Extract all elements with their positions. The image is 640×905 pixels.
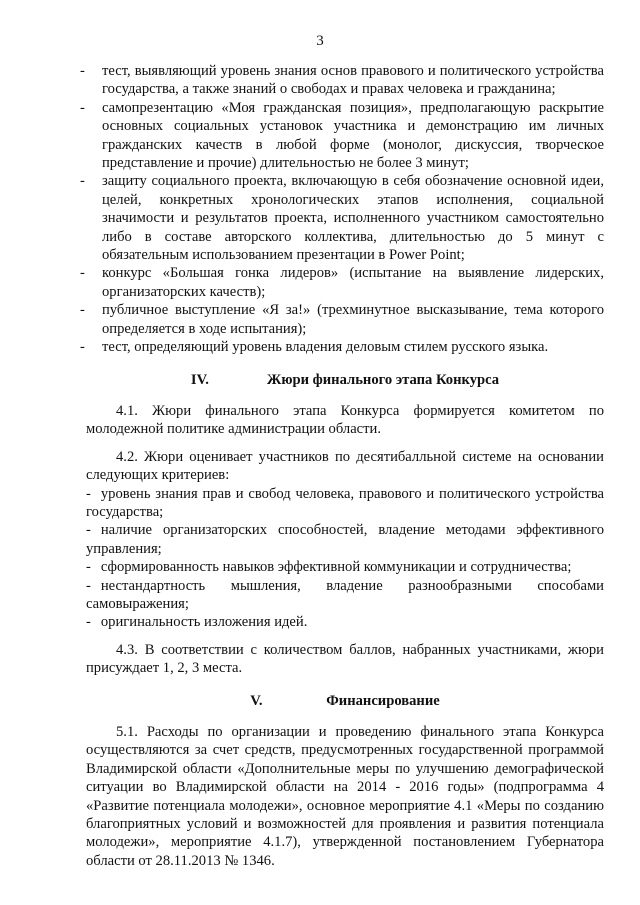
paragraph-4-3: 4.3. В соответствии с количеством баллов, набранных участниками, жюри присуждает 1, 2, 3 места. [86, 641, 604, 677]
section-heading-jury: IV. Жюри финального этапа Конкурса [190, 371, 500, 388]
list-item: - тест, определяющий уровень владения деловым стилем русского языка. [80, 339, 549, 356]
list-item: - публичное выступление «Я за!» (трехминутное высказывание, тема которого определяется в ходе испытания); [80, 302, 604, 337]
section-heading-financing: V. Финансирование [250, 692, 440, 709]
paragraph-4-1: 4.1. Жюри финального этапа Конкурса формируется комитетом по молодежной политике администрации области. [86, 402, 604, 438]
criteria-item: - нестандартность мышления, владение разнообразными способами самовыражения; [86, 577, 604, 612]
criteria-item: - оригинальность изложения идей. [86, 614, 308, 631]
criteria-item: - наличие организаторских способностей, владение методами эффективного управления; [86, 522, 604, 557]
page-content [80, 62, 604, 870]
paragraph-4-2: 4.2. Жюри оценивает участников по десятибалльной системе на основании следующих критериев: [86, 448, 604, 484]
list-item: - конкурс «Большая гонка лидеров» (испытание на выявление лидерских, организаторских качеств); [80, 265, 604, 300]
list-item: - тест, выявляющий уровень знания основ правового и политического устройства государства, а также знаний о свободах и правах человека и гражданина; [80, 63, 604, 98]
criteria-item: - уровень знания прав и свобод человека, правового и политического устройства государства; [86, 485, 604, 520]
page-number: 3 [316, 33, 324, 49]
criteria-item: - сформированность навыков эффективной коммуникации и сотрудничества; [86, 559, 572, 576]
list-item: - самопрезентацию «Моя гражданская позиция», предполагающую раскрытие основных социальных установок участника и демонстрацию им личных гражданских качеств в любой форме (монолог, дискуссия, творческое представление и прочие) длительностью не более 3 минут; [80, 99, 604, 172]
list-item: - защиту социального проекта, включающую в себя обозначение основной идеи, целей, конкретных хронологических этапов исполнения, социальной значимости и результатов проекта, исполненного участником самостоятельно либо в составе авторского коллектива, длительностью до 5 минут с обязательным использованием презентации в Power Point; [80, 173, 604, 264]
paragraph-5-1: 5.1. Расходы по организации и проведению финального этапа Конкурса осуществляются за счет средств, предусмотренных государственной программой Владимирской области «Дополнительные меры по улучшению демографической ситуации во Владимирской области на 2014 - 2016 годы» (подпрограмма 4 «Развитие потенциала молодежи», основное мероприятие 4.1 «Меры по созданию благоприятных условий и возможностей для проявления и развития потенциала молодежи», мероприятие 4.1.7), утвержденной постановлением Губернатора области от 28.11.2013 № 1346. [86, 724, 604, 869]
